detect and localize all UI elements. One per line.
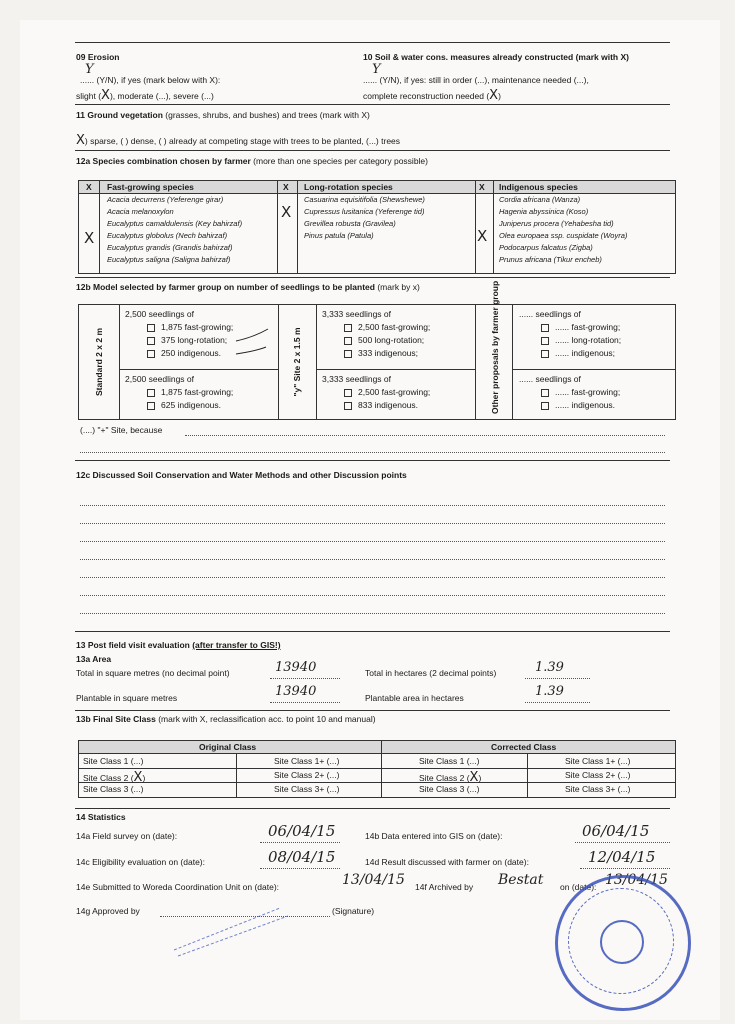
o2-opt-0: ...... fast-growing; [541,387,620,397]
soil-cons-line2: complete reconstruction needed (X) [363,88,501,103]
checkbox[interactable] [147,337,155,345]
checkbox[interactable] [344,324,352,332]
eligibility-label: 14c Eligibility evaluation on (date): [76,857,205,867]
checkbox[interactable] [541,324,549,332]
checkbox[interactable] [344,402,352,410]
total-ha-label: Total in hectares (2 decimal points) [365,668,497,678]
corr-class-3: Site Class 3 (...) [419,784,480,794]
erosion-line2 [76,88,214,103]
gis-date: 06/04/15 [582,822,650,840]
plant-sqm-label: Plantable in square metres [76,693,178,703]
species-x-header-1: X [86,182,92,192]
fast-species-2: Eucalyptus camaldulensis (Key bahirzaf) [107,219,243,228]
fast-species-1: Acacia melanoxylon [107,207,174,216]
species-x-header-3: X [479,182,485,192]
ground-veg-title-bold: 11 Ground vegetation [76,110,163,120]
result-date: 12/04/15 [588,848,656,866]
checkbox[interactable] [147,402,155,410]
indig-species-mark: X [477,227,488,245]
long-species-mark: X [281,203,292,221]
model-title-rest: (mark by x) [377,282,420,292]
indig-species-5: Prunus africana (Tikur encheb) [499,255,602,264]
fast-species-4: Eucalyptus grandis (Grandis bahirzaf) [107,243,233,252]
corrected-class-header: Corrected Class [491,742,557,752]
other-label: Other proposals by farmer group [490,280,500,414]
species-fast-header: Fast-growing species [107,182,194,192]
area-title: 13a Area [76,654,112,664]
indig-species-3: Olea europaea ssp. cuspidate (Woyra) [499,231,628,240]
checkbox[interactable] [344,337,352,345]
woreda-date: 13/04/15 [342,872,405,888]
erosion-yn-mark: Y [85,62,94,77]
eligibility-date: 08/04/15 [268,848,336,866]
total-ha-value: 1.39 [535,660,564,675]
result-label: 14d Result discussed with farmer on (date): [365,857,529,867]
species-title-bold: 12a Species combination chosen by farmer [76,156,251,166]
standard-label: Standard 2 x 2 m [94,327,104,397]
orig-class-2: Site Class 2 (X) [83,770,146,785]
long-species-2: Grevillea robusta (Gravilea) [304,219,396,228]
signature-label: (Signature) [332,906,375,916]
total-sqm-value: 13940 [275,660,317,675]
std2-opt-0: 1,875 fast-growing; [147,387,233,397]
rule-14 [75,808,670,809]
checkbox[interactable] [147,389,155,397]
fast-species-mark: X [84,229,95,247]
long-species-3: Pinus patula (Patula) [304,231,374,240]
y2-opt-0: 2,500 fast-growing; [344,387,430,397]
post-visit-title-ul: (after transfer to GIS!) [192,640,281,650]
rule-12a [75,150,670,151]
woreda-label: 14e Submitted to Woreda Coordination Unit on (date): [76,882,280,892]
ground-veg-options [76,133,400,148]
plant-ha-label: Plantable area in hectares [365,693,464,703]
checkbox[interactable] [541,389,549,397]
handwritten-bracket [234,327,274,359]
long-species-1: Cupressus lusitanica (Yeferenge tid) [304,207,425,216]
species-x-header-2: X [283,182,289,192]
y1-head: 3,333 seedlings of [322,309,391,319]
o1-opt-0: ...... fast-growing; [541,322,620,332]
o1-head: ...... seedlings of [519,309,581,319]
corr-class-3plus: Site Class 3+ (...) [565,784,631,794]
fast-species-0: Acacia decurrens (Yeferenge girar) [107,195,224,204]
erosion-line2-b: ), moderate (...), severe (...) [109,91,214,101]
indig-species-4: Podocarpus falcatus (Zigba) [499,243,593,252]
erosion-line2-a: slight ( [76,91,102,101]
species-long-header: Long-rotation species [304,182,393,192]
orig-class-2plus: Site Class 2+ (...) [274,770,340,780]
orig-class-1plus: Site Class 1+ (...) [274,756,340,766]
y2-head: 3,333 seedlings of [322,374,391,384]
soil-cons-yn-mark: Y [372,62,381,77]
species-title-rest: (more than one species per category possible) [253,156,428,166]
orig-class-1: Site Class 1 (...) [83,756,144,766]
archived-label: 14f Archived by [415,882,474,892]
rule-11 [75,104,670,105]
corr-class-2plus: Site Class 2+ (...) [565,770,631,780]
std2-head: 2,500 seedlings of [125,374,194,384]
field-survey-label: 14a Field survey on (date): [76,831,178,841]
plus-site-label: (....) "+" Site, because [80,425,163,435]
soil-cons-line2-text: complete reconstruction needed ( [363,91,490,101]
erosion-line1: ...... (Y/N), if yes (mark below with X): [80,75,221,85]
std1-head: 2,500 seedlings of [125,309,194,319]
discussed-title: 12c Discussed Soil Conservation and Water Methods and other Discussion points [76,470,407,480]
gis-label: 14b Data entered into GIS on (date): [365,831,503,841]
final-class-bold: 13b Final Site Class [76,714,156,724]
ground-veg-title [76,110,370,120]
form-page [20,20,720,1020]
checkbox[interactable] [147,350,155,358]
site-class-table [78,740,676,798]
orig-class-mark: X [133,770,143,785]
soil-cons-mark: X [489,88,499,103]
checkbox[interactable] [147,324,155,332]
final-class-title [76,714,376,724]
ysite-label: "y" Site 2 x 1.5 m [292,327,302,397]
statistics-title: 14 Statistics [76,812,126,822]
fast-species-3: Eucalyptus globolus (Nech bahirzaf) [107,231,228,240]
o2-opt-1: ...... indigenous. [541,400,615,410]
erosion-slight-mark: X [101,88,110,103]
std1-opt-1: 375 long-rotation; [147,335,227,345]
model-title [76,282,420,292]
model-title-bold: 12b Model selected by farmer group on number of seedlings to be planted [76,282,375,292]
fast-species-5: Eucalyptus saligna (Saligna bahirzaf) [107,255,231,264]
corr-class-1plus: Site Class 1+ (...) [565,756,631,766]
corr-class-1: Site Class 1 (...) [419,756,480,766]
soil-cons-title: 10 Soil & water cons. measures already constructed (mark with X) [363,52,629,62]
final-class-rest: (mark with X, reclassification acc. to point 10 and manual) [158,714,376,724]
ground-veg-title-tail: (mark with X) [319,110,370,120]
ground-veg-mark: X [76,133,85,148]
y1-opt-2: 333 indigenous; [344,348,418,358]
ground-veg-options-text: ) sparse, ( ) dense, ( ) already at competing stage with trees to be planted, (...) trees [84,136,401,146]
rule-12b [75,277,670,278]
archived-by: Bestat [498,872,544,888]
species-table [78,180,676,274]
checkbox[interactable] [541,350,549,358]
checkbox[interactable] [541,402,549,410]
rule-13 [75,631,670,632]
orig-class-3plus: Site Class 3+ (...) [274,784,340,794]
checkbox[interactable] [344,389,352,397]
archived-on-label: on (date): [560,882,597,892]
y1-opt-1: 500 long-rotation; [344,335,424,345]
approved-label: 14g Approved by [76,906,140,916]
indig-species-1: Hagenia abyssinica (Koso) [499,207,589,216]
long-species-0: Casuarina equisitifolia (Shewshewe) [304,195,425,204]
checkbox[interactable] [541,337,549,345]
original-class-header: Original Class [199,742,257,752]
rectangular-stamp-mark [170,900,300,960]
corr-class-2: Site Class 2 (X) [419,770,482,785]
total-sqm-label: Total in square metres (no decimal point) [76,668,230,678]
std1-opt-2: 250 indigenous. [147,348,221,358]
post-visit-title [76,640,281,650]
plant-ha-value: 1.39 [535,684,564,699]
post-visit-title-bold: 13 Post field visit evaluation [76,640,190,650]
field-survey-date: 06/04/15 [268,822,336,840]
std2-opt-1: 625 indigenous. [147,400,221,410]
y2-opt-1: 833 indigenous. [344,400,418,410]
orig-class-3: Site Class 3 (...) [83,784,144,794]
y1-opt-0: 2,500 fast-growing; [344,322,430,332]
checkbox[interactable] [344,350,352,358]
archived-date: 13/04/15 [605,872,668,888]
indig-species-0: Cordia africana (Wanza) [499,195,581,204]
official-round-stamp [555,875,691,1011]
soil-cons-line1: ...... (Y/N), if yes: still in order (...), maintenance needed (...), [363,75,589,85]
o2-head: ...... seedlings of [519,374,581,384]
plant-sqm-value: 13940 [275,684,317,699]
rule-12c [75,460,670,461]
o1-opt-1: ...... long-rotation; [541,335,621,345]
indig-species-2: Juniperus procera (Yehabesha tid) [499,219,614,228]
o1-opt-2: ...... indigenous; [541,348,615,358]
species-title [76,156,428,166]
species-indig-header: Indigenous species [499,182,578,192]
ground-veg-title-rest: (grasses, shrubs, and bushes) and trees [165,110,318,120]
std1-opt-0: 1,875 fast-growing; [147,322,233,332]
corr-class-mark: X [469,770,479,785]
top-rule [75,42,670,43]
erosion-title: 09 Erosion [76,52,120,62]
